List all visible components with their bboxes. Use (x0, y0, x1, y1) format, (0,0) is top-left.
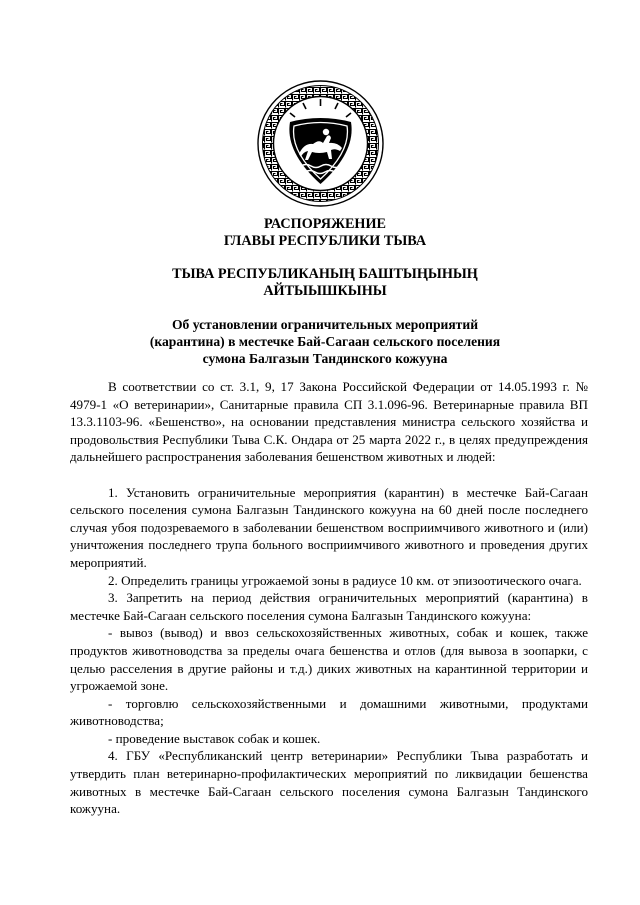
sub-list-item: - проведение выставок собак и кошек. (108, 730, 321, 746)
sub-list-item: - вывоз (вывод) и ввоз сельскохозяйственных животных, собак и кошек, также продуктов животноводства за пределы очага бешенства и отлов (для вывоза в зоопарки, с целью расселения в другие районы и т.д.) диких животных на карантинной территории и угрожаемой зоне. (70, 625, 588, 694)
sub-list-item: - торговлю сельскохозяйственными и домашними животными, продуктами животноводства; (70, 695, 588, 729)
intro-paragraph: В соответствии со ст. 3.1, 9, 17 Закона Российской Федерации от 14.05.1993 г. № 4979-1 «О ветеринарии», Санитарные правила СП 3.1.096-96. Ветеринарные правила ВП 13.3.1103-96. «Бешенство», на основании представления министра сельского хозяйства и продовольствия Республики Тыва С.К. Ондара от 25 марта 2022 г., в целях предупреждения дальнейшего распространения заболевания бешенством животных и людей: (70, 379, 588, 465)
document-subject: Об установлении ограничительных мероприятий (171, 317, 479, 332)
document-subject-line3: сумона Балгазын Тандинского кожууна (202, 351, 448, 366)
document-title: РАСПОРЯЖЕНИЕ (264, 216, 386, 232)
tuva-coat-of-arms-icon (257, 80, 384, 207)
tuvan-title: ТЫВА РЕСПУБЛИКАНЫҢ БАШТЫҢЫНЫҢ (172, 266, 478, 282)
document-subject-line2: (карантина) в местечке Бай-Сагаан сельского поселения (149, 334, 501, 349)
document-body (70, 378, 588, 818)
list-item: 3. Запретить на период действия ограничительных мероприятий (карантина) в местечке Бай-Сагаан сельского поселения сумона Балгазын Тандинского кожууна: (70, 590, 588, 623)
tuvan-title-line2: АЙТЫЫШКЫНЫ (263, 283, 387, 299)
list-item: 2. Определить границы угрожаемой зоны в радиусе 10 км. от эпизоотического очага. (108, 572, 582, 588)
list-item: 4. ГБУ «Республиканский центр ветеринарии» Республики Тыва разработать и утвердить план ветеринарно-профилактических мероприятий по ликвидации бешенства животных в местечке Бай-Сагаан сельского поселения сумона Балгазын Тандинского кожууна. (70, 748, 588, 817)
document-title-authority: ГЛАВЫ РЕСПУБЛИКИ ТЫВА (223, 233, 427, 249)
list-item: 1. Установить ограничительные мероприятия (карантин) в местечке Бай-Сагаан сельского поселения сумона Балгазын Тандинского кожууна на 60 дней после последнего случая убоя подозреваемого в заболевании бешенством восприимчивого животного и (или) уничтожения последнего трупа больного восприимчивого животного и проведения других мероприятий. (70, 484, 588, 570)
